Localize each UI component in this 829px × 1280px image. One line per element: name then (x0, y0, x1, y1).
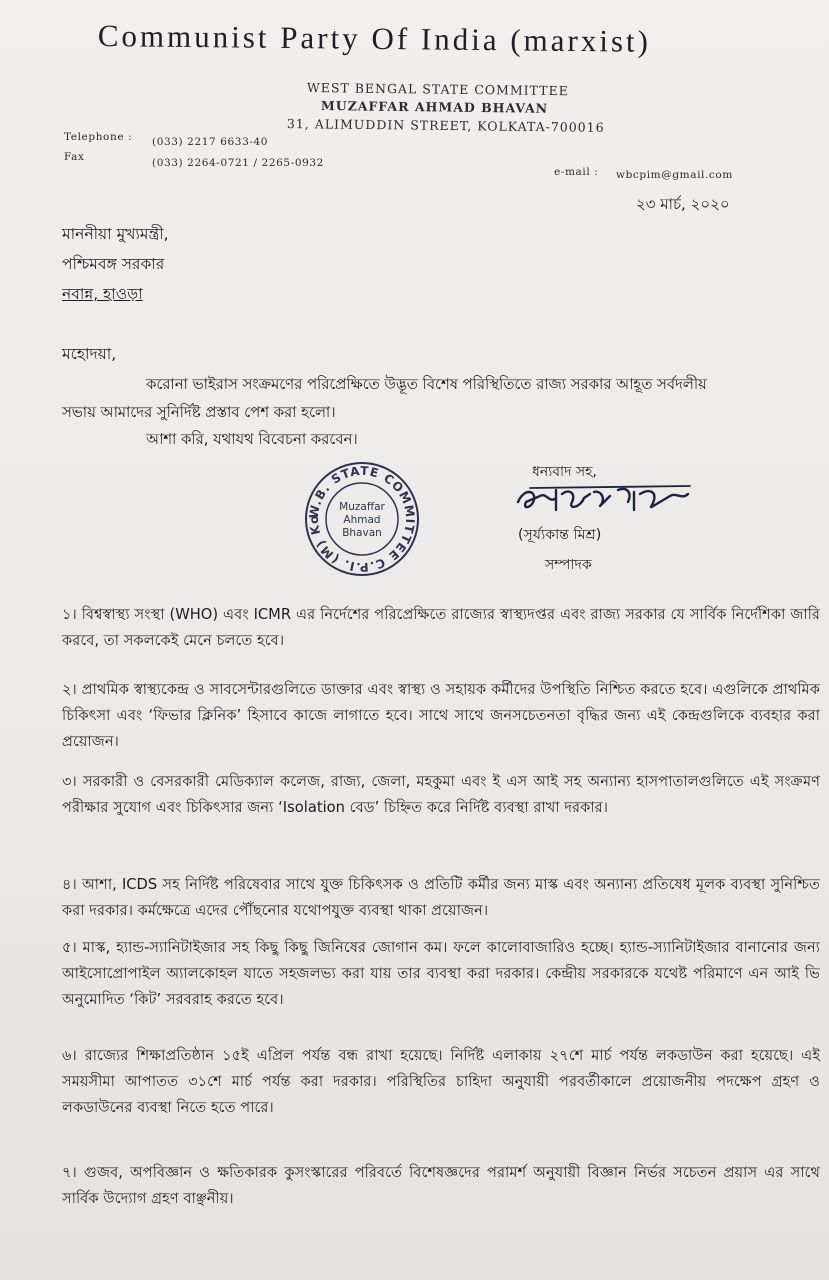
point-7: ৭। গুজব, অপবিজ্ঞান ও ক্ষতিকারক কুসংস্কারের পরিবর্তে বিশেষজ্ঞদের পরামর্শ অনুযায়ী বিজ্ঞান নির্ভর সচেতন প্রয়াস এর সাথে সার্বিক উদ্যোগ গ্রহণ বাঞ্ছনীয়। (62, 1164, 820, 1207)
letter-date: ২৩ মার্চ, ২০২০ (636, 195, 730, 213)
handwritten-signature (510, 480, 700, 520)
point-1: ১। বিশ্বস্বাস্থ্য সংস্থা (WHO) এবং ICMR এর নির্দেশের পরিপ্রেক্ষিতে রাজ্যের স্বাস্থ্যদপ্তর এবং রাজ্য সরকার যে সার্বিক নির্দেশিকা জারি করবে, তা সকলকেই মেনে চলতে হবে। (62, 606, 820, 649)
point-3: ৩। সরকারী ও বেসরকারী মেডিক্যাল কলেজ, রাজ্য, জেলা, মহকুমা এবং ই এস আই সহ অন্যান্য হাসপাতালগুলিতে এই সংক্রমণ পরীক্ষার সুযোগ এবং চিকিৎসার জন্য ‘Isolation বেড’ চিহ্নিত করে নির্দিষ্ট ব্যবস্থা রাখা দরকার। (62, 773, 820, 816)
fax-label: Fax (64, 151, 85, 163)
salutation: মহোদয়া, (62, 345, 117, 363)
party-name: Communist Party Of India (marxist) (97, 18, 652, 59)
point-5: ৫। মাস্ক, হ্যান্ড-স্যানিটাইজার সহ কিছু কিছু জিনিষের জোগান কম। ফলে কালোবাজারিও হচ্ছে। হ্যান্ড-স্যানিটাইজার বানানোর জন্য আইসোপ্রোপাইল অ্যালকোহল যাতে সহজলভ্য করা যায় তার ব্যবস্থা করা দরকার। কেন্দ্রীয় সরকারকে যথেষ্ট পরিমাণে এন আই ভি অনুমোদিত ‘কিট’ সরবরাহ করতে হবে। (62, 939, 820, 1008)
stamp-ring-text: W.B. STATE COMMITTEE C.P.I. (M) Ko (306, 463, 418, 575)
signature-graphic (510, 480, 700, 520)
stamp-graphic (303, 460, 421, 578)
fax-value: (033) 2264-0721 / 2265-0932 (152, 157, 324, 169)
intro-line-2: সভায় আমাদের সুনির্দিষ্ট প্রস্তাব পেশ করা হলো। (62, 404, 336, 421)
bhavan-line: MUZAFFAR AHMAD BHAVAN (320, 98, 549, 116)
recipient-line-1: মাননীয়া মুখ্যমন্ত্রী, (62, 225, 169, 243)
point-6: ৬। রাজ্যের শিক্ষাপ্রতিষ্ঠান ১৫ই এপ্রিল পর্যন্ত বন্ধ রাখা হয়েছে। নির্দিষ্ট এলাকায় ২৭শে মার্চ পর্যন্ত লকডাউন করা হয়েছে। এই সময়সীমা আপাতত ৩১শে মার্চ পর্যন্ত করা দরকার। পরিস্থিতির চাহিদা অনুযায়ী পরবর্তীকালে প্রয়োজনীয় পদক্ষেপ গ্রহণ ও লকডাউনের ব্যবস্থা নিতে হতে পারে। (62, 1047, 820, 1116)
email-value: wbcpim@gmail.com (616, 169, 733, 181)
point-4: ৪। আশা, ICDS সহ নির্দিষ্ট পরিষেবার সাথে যুক্ত চিকিৎসক ও প্রতিটি কর্মীর জন্য মাস্ক এবং অন্যান্য প্রতিষেধ মূলক ব্যবস্থা সুনিশ্চিত করা দরকার। কর্মক্ষেত্রে এদের পৌঁছনোর যথোপযুক্ত ব্যবস্থা থাকা প্রয়োজন। (62, 876, 820, 919)
signatory-name: (সূর্য্যকান্ত মিশ্র) (518, 527, 602, 543)
committee-line: WEST BENGAL STATE COMMITTEE (306, 80, 569, 99)
email-label: e-mail : (554, 166, 599, 178)
recipient-line-3: নবান্ন, হাওড়া (62, 285, 143, 303)
address-line: 31, ALIMUDDIN STREET, KOLKATA-700016 (286, 116, 605, 135)
recipient-line-2: পশ্চিমবঙ্গ সরকার (62, 255, 165, 273)
stamp-line-3: Bhavan (342, 527, 382, 539)
intro-line-3: আশা করি, যথাযথ বিবেচনা করবেন। (146, 431, 358, 448)
stamp-line-1: Muzaffar (339, 501, 385, 513)
party-name-heading (98, 18, 798, 61)
telephone-value: (033) 2217 6633-40 (152, 136, 269, 148)
official-stamp (303, 460, 421, 578)
signatory-title: সম্পাদক (545, 557, 592, 573)
intro-line-1: করোনা ভাইরাস সংক্রমণের পরিপ্রেক্ষিতে উদ্ভূত বিশেষ পরিস্থিতিতে রাজ্য সরকার আহূত সর্বদলীয় (146, 376, 707, 393)
thanks-line: ধন্যবাদ সহ, (532, 464, 597, 480)
telephone-label: Telephone : (64, 131, 133, 143)
point-2: ২। প্রাথমিক স্বাস্থ্যকেন্দ্র ও সাবসেন্টারগুলিতে ডাক্তার এবং স্বাস্থ্য ও সহায়ক কর্মীদের উপস্থিতি নিশ্চিত করতে হবে। এগুলিকে প্রাথমিক চিকিৎসা এবং ‘ফিভার ক্লিনিক’ হিসাবে কাজে লাগাতে হবে। সাথে সাথে জনসচেতনতা বৃদ্ধির জন্য এই কেন্দ্রগুলিকে ব্যবহার করা প্রয়োজন। (62, 681, 820, 750)
stamp-line-2: Ahmad (343, 514, 381, 526)
